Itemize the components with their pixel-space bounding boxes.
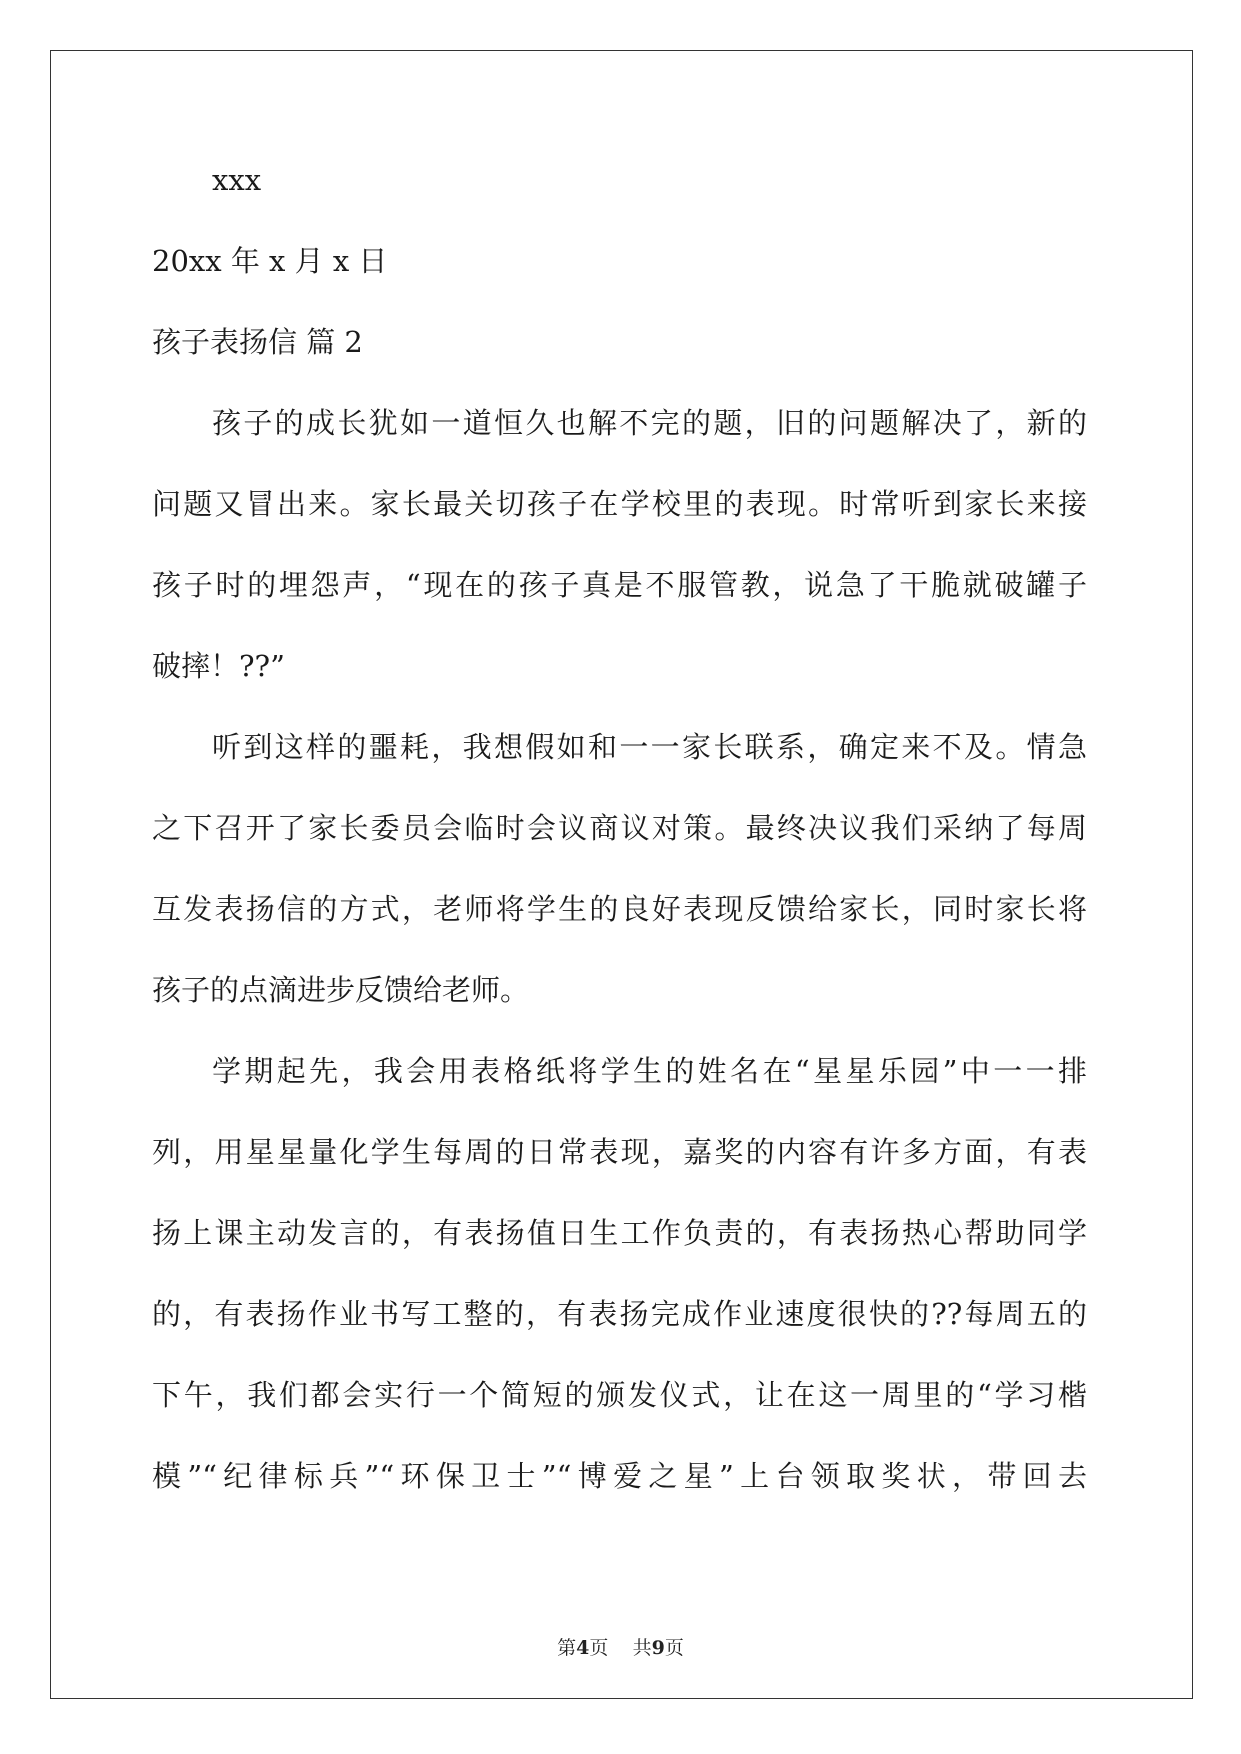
paragraph-line: 模”“纪律标兵”“环保卫士”“博爱之星”上台领取奖状，带回去 xyxy=(152,1459,1087,1493)
paragraph-line: 孩子的成长犹如一道恒久也解不完的题，旧的问题解决了，新的 xyxy=(212,406,1087,440)
total-page-count: 9 xyxy=(651,1637,665,1659)
paragraph-line: 互发表扬信的方式，老师将学生的良好表现反馈给家长，同时家长将 xyxy=(152,892,1087,926)
signature: xxx xyxy=(212,163,262,197)
paragraph-line: 列，用星星量化学生每周的日常表现，嘉奖的内容有许多方面，有表 xyxy=(152,1135,1087,1169)
paragraph-line: 下午，我们都会实行一个简短的颁发仪式，让在这一周里的“学习楷 xyxy=(152,1378,1087,1412)
paragraph-line: 之下召开了家长委员会临时会议商议对策。最终决议我们采纳了每周 xyxy=(152,811,1087,845)
section-heading: 孩子表扬信 篇 2 xyxy=(152,325,363,359)
paragraph-line: 的，有表扬作业书写工整的，有表扬完成作业速度很快的??每周五的 xyxy=(152,1297,1087,1331)
paragraph-line: 孩子的点滴进步反馈给老师。 xyxy=(152,973,530,1007)
current-page-number: 4 xyxy=(576,1637,590,1659)
footer-middle: 页 共 xyxy=(589,1637,652,1659)
paragraph-line: 听到这样的噩耗，我想假如和一一家长联系，确定来不及。情急 xyxy=(212,730,1087,764)
letter-date: 20xx 年 x 月 x 日 xyxy=(152,244,388,278)
footer-suffix: 页 xyxy=(664,1637,684,1659)
document-body xyxy=(152,160,1087,1537)
paragraph-line: 破摔！??” xyxy=(152,649,285,683)
paragraph-line: 学期起先，我会用表格纸将学生的姓名在“星星乐园”中一一排 xyxy=(212,1054,1087,1088)
paragraph-line: 问题又冒出来。家长最关切孩子在学校里的表现。时常听到家长来接 xyxy=(152,487,1087,521)
paragraph-1 xyxy=(152,403,1087,686)
paragraph-line: 扬上课主动发言的，有表扬值日生工作负责的，有表扬热心帮助同学 xyxy=(152,1216,1087,1250)
paragraph-3 xyxy=(152,1051,1087,1496)
footer-prefix: 第 xyxy=(557,1637,577,1659)
page-footer xyxy=(0,1636,1241,1660)
paragraph-line: 孩子时的埋怨声，“现在的孩子真是不服管教，说急了干脆就破罐子 xyxy=(152,568,1087,602)
paragraph-2 xyxy=(152,727,1087,1010)
